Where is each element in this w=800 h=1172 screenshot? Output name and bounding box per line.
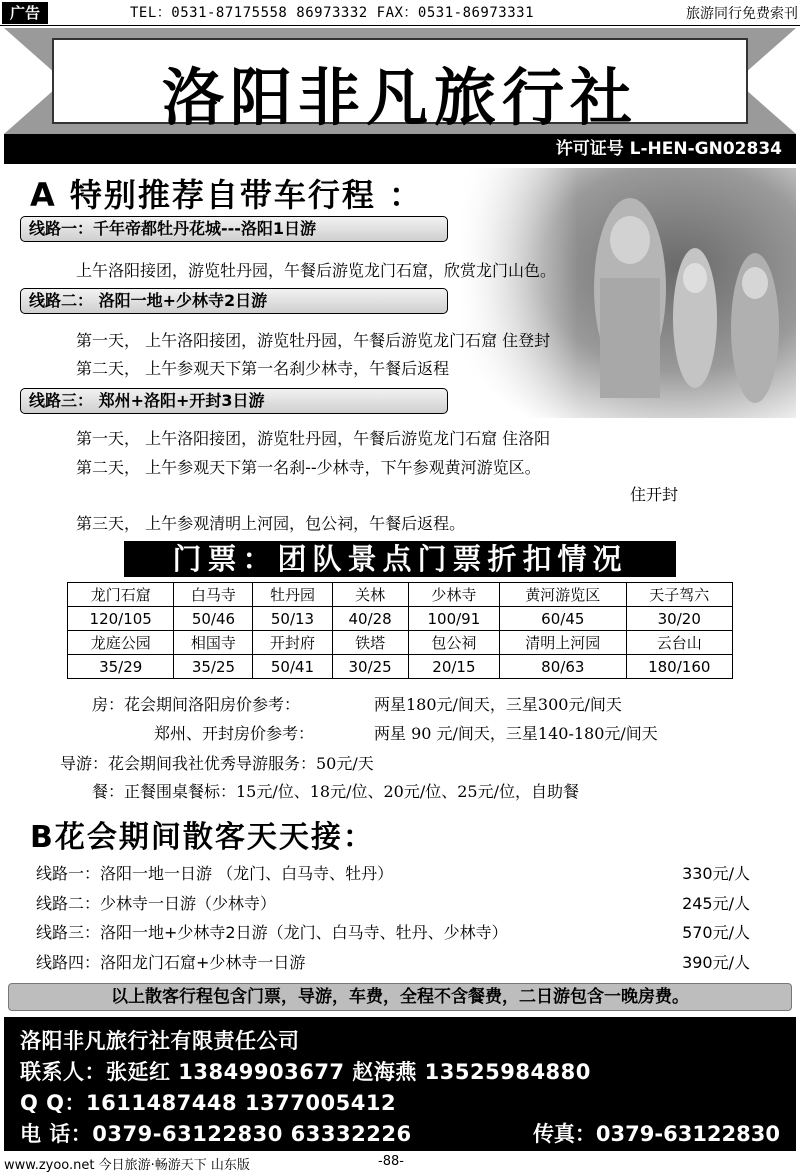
table-cell: 180/160 xyxy=(626,655,732,679)
agency-title: 洛阳非凡旅行社 xyxy=(161,61,638,134)
ticket-price-table xyxy=(67,582,733,679)
b-route-1-price: 330元/人 xyxy=(682,864,750,883)
company-name: 洛阳非凡旅行社有限责任公司 xyxy=(20,1029,300,1053)
guide-info: 导游：花会期间我社优秀导游服务：50元/天 xyxy=(60,754,374,773)
top-bar-note: 旅游同行免费索刊 xyxy=(686,6,798,22)
b-route-1: 线路一：洛阳一地一日游 （龙门、白马寺、牡丹） xyxy=(36,864,394,883)
route-3-line-2: 第二天， 上午参观天下第一名刹--少林寺，下午参观黄河游览区。 xyxy=(76,458,541,477)
route-2-line-1: 第一天， 上午洛阳接团，游览牡丹园，午餐后游览龙门石窟 住登封 xyxy=(76,331,551,350)
table-cell: 龙门石窟 xyxy=(68,583,174,607)
b-route-2: 线路二：少林寺一日游（少林寺） xyxy=(36,894,277,913)
hotel-luoyang-price: 两星180元/间天，三星300元/间天 xyxy=(374,695,622,714)
table-cell: 包公祠 xyxy=(408,631,499,655)
meal-info: 餐：正餐围桌餐标：15元/位、18元/位、20元/位、25元/位，自助餐 xyxy=(92,782,580,801)
hotel-zhengzhou-label: 郑州、开封房价参考： xyxy=(154,724,315,743)
license-bar: 许可证号 L-HEN-GN02834 xyxy=(4,134,796,164)
table-row xyxy=(68,655,733,679)
fax-number: 传真：0379-63122830 xyxy=(532,1122,780,1146)
table-cell: 40/28 xyxy=(332,607,408,631)
route-2-line-2: 第二天， 上午参观天下第一名刹少林寺，午餐后返程 xyxy=(76,359,450,378)
top-bar xyxy=(0,0,800,26)
package-note: 以上散客行程包含门票，导游，车费，全程不含餐费，二日游包含一晚房费。 xyxy=(8,983,792,1011)
hotel-luoyang-label: 房：花会期间洛阳房价参考： xyxy=(92,695,301,714)
table-cell: 35/29 xyxy=(68,655,174,679)
table-cell: 30/25 xyxy=(332,655,408,679)
page-number: -88- xyxy=(378,1154,404,1169)
table-cell: 35/25 xyxy=(174,655,253,679)
longmen-grotto-photo xyxy=(460,168,796,418)
table-cell: 天子驾六 xyxy=(626,583,732,607)
table-cell: 120/105 xyxy=(68,607,174,631)
table-cell: 开封府 xyxy=(253,631,332,655)
route-1-label: 线路一：千年帝都牡丹花城---洛阳1日游 xyxy=(20,216,448,242)
table-cell: 20/15 xyxy=(408,655,499,679)
table-cell: 相国寺 xyxy=(174,631,253,655)
b-route-3-price: 570元/人 xyxy=(682,923,750,942)
footer-site: www.zyoo.net 今日旅游·畅游天下 山东版 xyxy=(4,1158,250,1172)
route-3-line-4: 第三天， 上午参观清明上河园，包公祠，午餐后返程。 xyxy=(76,514,466,533)
b-route-2-price: 245元/人 xyxy=(682,894,750,913)
section-a-title: A 特别推荐自带车行程 ： xyxy=(30,176,424,214)
table-cell: 白马寺 xyxy=(174,583,253,607)
route-1-line-1: 上午洛阳接团，游览牡丹园，午餐后游览龙门石窟，欣赏龙门山色。 xyxy=(76,261,557,280)
b-route-4-price: 390元/人 xyxy=(682,953,750,972)
table-cell: 铁塔 xyxy=(332,631,408,655)
table-row xyxy=(68,631,733,655)
table-cell: 云台山 xyxy=(626,631,732,655)
tickets-banner: 门票：团队景点门票折扣情况 xyxy=(124,541,676,577)
table-cell: 少林寺 xyxy=(408,583,499,607)
table-row xyxy=(68,583,733,607)
table-cell: 龙庭公园 xyxy=(68,631,174,655)
table-cell: 80/63 xyxy=(500,655,626,679)
table-cell: 100/91 xyxy=(408,607,499,631)
table-cell: 牡丹园 xyxy=(253,583,332,607)
ad-tag: 广告 xyxy=(2,2,48,24)
table-row xyxy=(68,607,733,631)
contact-block xyxy=(4,1017,796,1151)
table-cell: 关林 xyxy=(332,583,408,607)
title-banner xyxy=(4,28,796,134)
hotel-zhengzhou-price: 两星 90 元/间天，三星140-180元/间天 xyxy=(374,724,658,743)
footer xyxy=(0,1152,800,1172)
phone-numbers: 电 话：0379-63122830 63332226 xyxy=(20,1122,412,1146)
route-3-label: 线路三： 郑州+洛阳+开封3日游 xyxy=(20,388,448,414)
top-contact: TEL：0531-87175558 86973332 FAX：0531-86973331 xyxy=(130,5,535,21)
table-cell: 黄河游览区 xyxy=(500,583,626,607)
table-cell: 50/13 xyxy=(253,607,332,631)
table-cell: 60/45 xyxy=(500,607,626,631)
table-cell: 清明上河园 xyxy=(500,631,626,655)
qq-numbers: Q Q：1611487448 1377005412 xyxy=(20,1091,397,1115)
b-route-4: 线路四：洛阳龙门石窟+少林寺一日游 xyxy=(36,953,306,972)
b-route-3: 线路三：洛阳一地+少林寺2日游（龙门、白马寺、牡丹、少林寺） xyxy=(36,923,508,942)
table-cell: 30/20 xyxy=(626,607,732,631)
banner-title-box xyxy=(52,38,748,134)
table-cell: 50/46 xyxy=(174,607,253,631)
contact-persons: 联系人：张延红 13849903677 赵海燕 13525984880 xyxy=(20,1060,591,1084)
table-cell: 50/41 xyxy=(253,655,332,679)
section-b-title: B花会期间散客天天接： xyxy=(30,820,375,855)
route-3-line-3: 住开封 xyxy=(630,485,679,504)
route-2-label: 线路二： 洛阳一地+少林寺2日游 xyxy=(20,288,448,314)
route-3-line-1: 第一天， 上午洛阳接团，游览牡丹园，午餐后游览龙门石窟 住洛阳 xyxy=(76,429,551,448)
